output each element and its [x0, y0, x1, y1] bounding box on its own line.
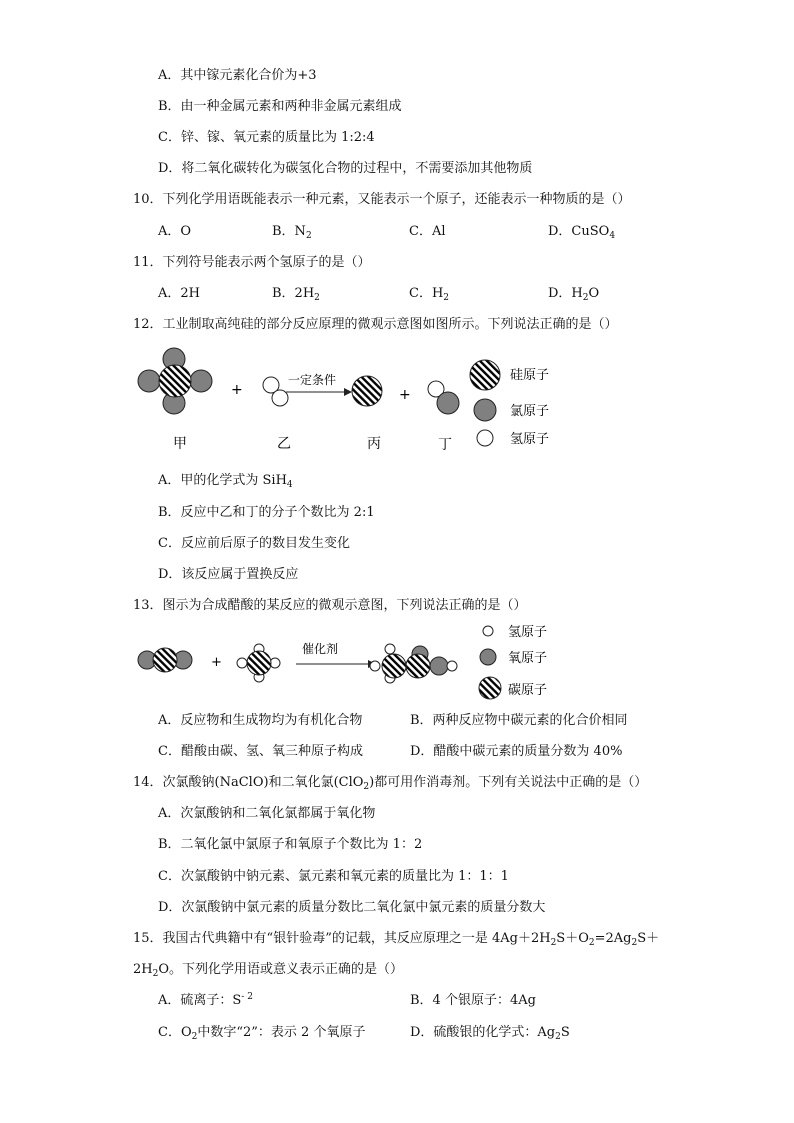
q12-option-d: D．该反应属于置换反应 [158, 567, 299, 582]
q11-stem: 11．下列符号能表示两个氢原子的是（） [133, 255, 371, 270]
catalyst-label: 催化剂 [302, 642, 339, 656]
q10-option-a: A．O [158, 224, 192, 239]
q12-option-b: B．反应中乙和丁的分子个数比为 2:1 [158, 505, 375, 520]
legend-silicon-swatch [470, 360, 500, 390]
q13-option-c: C．醋酸由碳、氢、氧三种原子构成 [158, 744, 363, 759]
q14-option-c: C．次氯酸钠中钠元素、氯元素和氧元素的质量比为 1：1：1 [158, 869, 509, 884]
product-acetic-acid-molecule [370, 644, 457, 683]
q10-option-b: B．$N_2$ [272, 224, 312, 241]
q12-stem: 12．工业制取高纯硅的部分反应原理的微观示意图如图所示。下列说法正确的是（） [133, 317, 618, 332]
legend-oxygen: 氧原子 [508, 651, 548, 666]
q14-option-b: B．二氧化氯中氯原子和氧原子个数比为 1：2 [158, 837, 423, 852]
reactant-jia-molecule [138, 348, 212, 414]
q13-stem: 13．图示为合成醋酸的某反应的微观示意图，下列说法正确的是（） [133, 598, 527, 613]
legend-hydrogen: 氢原子 [510, 432, 550, 447]
q11-option-b: B．$2H_2$ [272, 286, 320, 303]
legend-chlorine: 氯原子 [510, 404, 550, 419]
q15-option-b: B．4 个银原子：4Ag [410, 993, 536, 1008]
q9-option-d: D．将二氧化碳转化为碳氢化合物的过程中，不需要添加其他物质 [158, 161, 533, 176]
label-jia: 甲 [173, 436, 187, 452]
legend-hydrogen-swatch [477, 430, 493, 446]
legend-carbon: 碳原子 [508, 683, 548, 698]
reaction-condition: 一定条件 [288, 373, 337, 387]
q9-option-a: A．其中镓元素化合价为+3 [158, 68, 317, 83]
q14-stem: 14．次氯酸钠(NaClO)和二氧化氯(ClO$_2$)都可用作消毒剂。下列有关说法中正确的是（） [133, 775, 648, 792]
q15-option-a: A．硫离子：$S^{- 2}$ [158, 992, 253, 1008]
q14-option-d: D．次氯酸钠中氯元素的质量分数比二氧化氯中氯元素的质量分数大 [158, 900, 546, 915]
label-yi: 乙 [277, 436, 291, 452]
legend-hydrogen-swatch [483, 626, 493, 636]
q12-option-c: C．反应前后原子的数目发生变化 [158, 536, 350, 551]
legend-silicon: 硅原子 [510, 368, 550, 383]
q12-option-a: A．甲的化学式为 SiH$_4$ [158, 473, 293, 490]
plus-sign-3: + [211, 655, 222, 670]
q11-option-c: C．$H_2$ [409, 286, 450, 303]
legend-hydrogen: 氢原子 [508, 625, 548, 640]
q11-option-a: A．2H [158, 286, 200, 301]
q12-reaction-diagram [130, 345, 580, 460]
q10-option-c: C．Al [409, 224, 446, 239]
q10-option-d: D．CuSO$_4$ [548, 224, 616, 241]
q13-option-b: B．两种反应物中碳元素的化合价相同 [410, 713, 628, 728]
q15-stem-line2: $2H_2O$。下列化学用语或意义表示正确的是（） [133, 962, 404, 979]
q13-reaction-diagram [132, 620, 572, 705]
q13-option-d: D．醋酸中碳元素的质量分数为 40% [410, 744, 623, 759]
legend-chlorine-swatch [474, 399, 496, 421]
legend-oxygen-swatch [480, 649, 496, 665]
q15-stem-line1: 15．我国古代典籍中有“银针验毒”的记载，其反应原理之一是 $4Ag+2H_2S+O_2=2Ag_2S+$ [133, 931, 660, 948]
q10-stem: 10．下列化学用语既能表示一种元素，又能表示一个原子，还能表示一种物质的是（） [133, 192, 631, 207]
q14-option-a: A．次氯酸钠和二氧化氯都属于氧化物 [158, 806, 376, 821]
label-bing: 丙 [367, 436, 381, 452]
reactant-yi-molecule [263, 377, 288, 406]
q15-option-d: D．硫酸银的化学式：$Ag_2S$ [410, 1025, 570, 1042]
plus-sign-1: + [231, 382, 243, 398]
q13-option-a: A．反应物和生成物均为有机化合物 [158, 713, 363, 728]
q15-option-c: C．$O_2$中数字“2”：表示 2 个氧原子 [158, 1025, 366, 1042]
q9-option-c: C．锌、镓、氧元素的质量比为 1:2:4 [158, 130, 375, 145]
plus-sign-2: + [399, 387, 411, 403]
legend-carbon-swatch [479, 677, 501, 699]
reactant-co2-molecule [138, 648, 192, 672]
product-bing-atom [352, 376, 382, 406]
q9-option-b: B．由一种金属元素和两种非金属元素组成 [158, 99, 402, 114]
reactant-ch4-molecule [237, 644, 280, 682]
product-ding-molecule [428, 381, 459, 414]
label-ding: 丁 [438, 437, 452, 453]
q11-option-d: D．$H_2O$ [548, 286, 600, 303]
